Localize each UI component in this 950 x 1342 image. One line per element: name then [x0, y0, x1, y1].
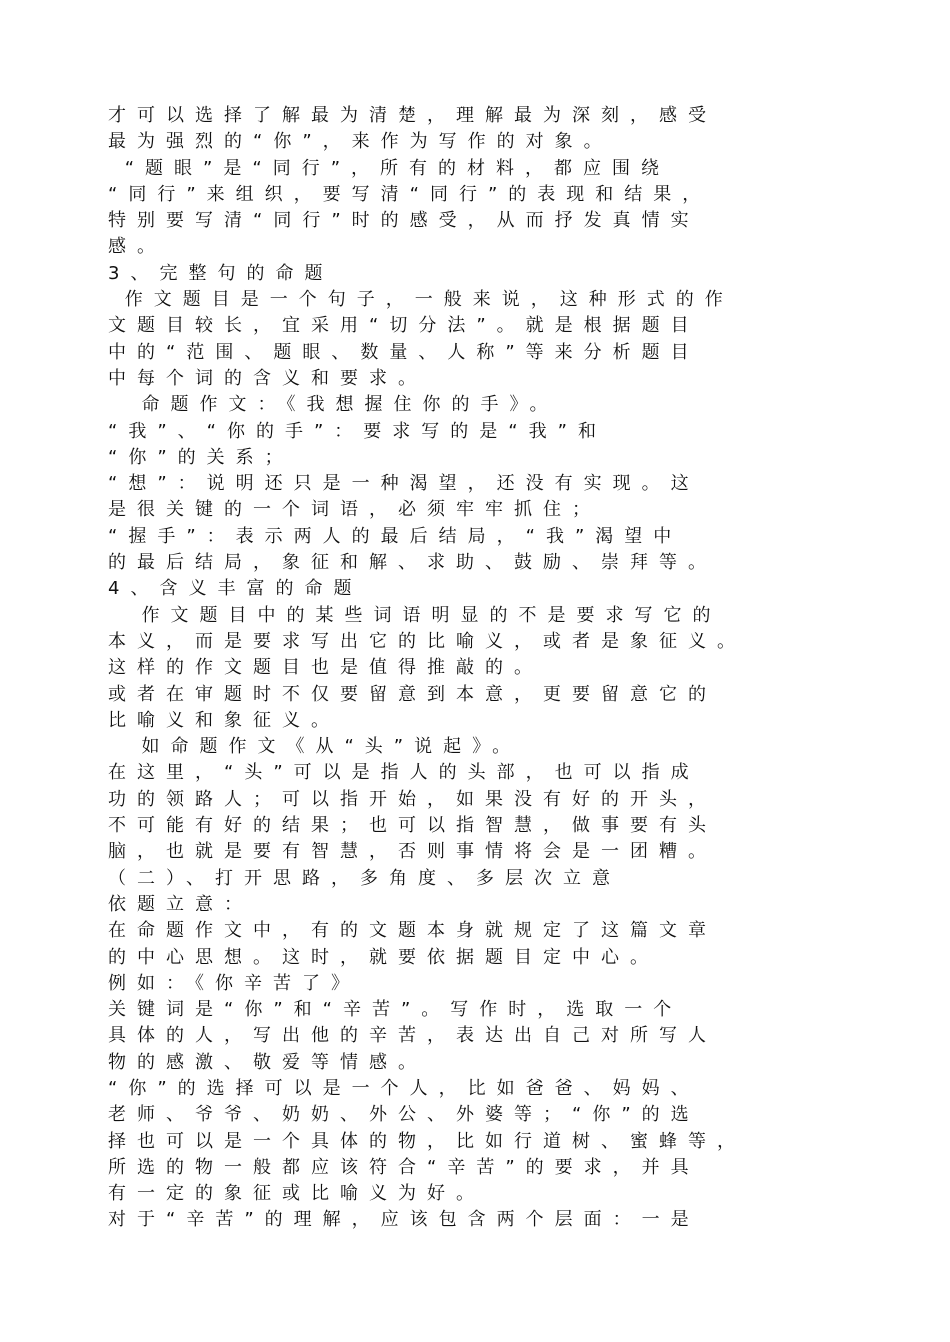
- text-line: 命题作文：《我想握住你的手》。: [108, 394, 559, 416]
- text-line: 例如：《你辛苦了》: [108, 972, 360, 994]
- text-line: 关键词是“你”和“辛苦”。写作时，选取一个: [108, 999, 683, 1021]
- text-line: 老师、爷爷、奶奶、外公、外婆等；“你”的选: [108, 1104, 700, 1126]
- text-line: “你”的关系；: [108, 446, 294, 468]
- text-line: 不可能有好的结果；也可以指智慧，做事要有头: [108, 815, 717, 837]
- text-line: 中每个词的含义和要求。: [108, 367, 427, 389]
- text-line: “同行”来组织，要写清“同行”的表现和结果，: [108, 183, 712, 205]
- text-line: （二）、打开思路，多角度、多层次立意: [108, 867, 621, 889]
- text-line: 功的领路人；可以指开始，如果没有好的开头，: [108, 788, 717, 810]
- text-line: “想”：说明还只是一种渴望，还没有实现。这: [108, 473, 700, 495]
- text-line: 比喻义和象征义。: [108, 709, 340, 731]
- text-line: 的最后结局，象征和解、求助、鼓励、崇拜等。: [108, 552, 717, 574]
- text-line: “题眼”是“同行”，所有的材料，都应围绕: [108, 157, 671, 179]
- text-line: “握手”：表示两人的最后结局，“我”渴望中: [108, 525, 683, 547]
- text-line: 本义，而是要求写出它的比喻义，或者是象征义。: [108, 630, 746, 652]
- text-line: 如命题作文《从“头”说起》。: [108, 736, 522, 758]
- text-line: 对于“辛苦”的理解，应该包含两个层面：一是: [108, 1209, 700, 1231]
- text-line: 3、完整句的命题: [108, 262, 334, 284]
- text-line: 作文题目中的某些词语明显的不是要求写它的: [108, 604, 722, 626]
- body-text: [108, 103, 898, 1234]
- text-line: 最为强烈的“你”，来作为写作的对象。: [108, 131, 613, 153]
- text-line: 或者在审题时不仅要留意到本意，更要留意它的: [108, 683, 717, 705]
- text-line: 脑，也就是要有智慧，否则事情将会是一团糟。: [108, 841, 717, 863]
- text-line: 在这里，“头”可以是指人的头部，也可以指成: [108, 762, 700, 784]
- text-line: 是很关键的一个词语，必须牢牢抓住；: [108, 499, 601, 521]
- text-line: 才可以选择了解最为清楚，理解最为深刻，感受: [108, 105, 717, 126]
- text-line: 作文题目是一个句子，一般来说，这种形式的作: [108, 289, 734, 311]
- text-line: 有一定的象征或比喻义为好。: [108, 1183, 485, 1205]
- text-line: 依题立意：: [108, 893, 253, 915]
- text-line: 特别要写清“同行”时的感受，从而抒发真情实: [108, 210, 700, 232]
- text-line: “我”、“你的手”：要求写的是“我”和: [108, 420, 607, 442]
- text-line: 具体的人，写出他的辛苦，表达出自己对所写人: [108, 1025, 717, 1047]
- text-line: 物的感激、敬爱等情感。: [108, 1051, 427, 1073]
- text-line: “你”的选择可以是一个人，比如爸爸、妈妈、: [108, 1077, 700, 1099]
- text-line: 的中心思想。这时，就要依据题目定中心。: [108, 946, 659, 968]
- text-line: 感。: [108, 236, 166, 258]
- text-line: 所选的物一般都应该符合“辛苦”的要求，并具: [108, 1156, 700, 1178]
- text-line: 择也可以是一个具体的物，比如行道树、蜜蜂等，: [108, 1130, 746, 1152]
- text-line: 这样的作文题目也是值得推敲的。: [108, 657, 543, 679]
- text-line: 中的“范围、题眼、数量、人称”等来分析题目: [108, 341, 700, 363]
- text-line: 4、含义丰富的命题: [108, 578, 363, 600]
- text-line: 文题目较长，宜采用“切分法”。就是根据题目: [108, 315, 700, 337]
- text-line: 在命题作文中，有的文题本身就规定了这篇文章: [108, 920, 717, 942]
